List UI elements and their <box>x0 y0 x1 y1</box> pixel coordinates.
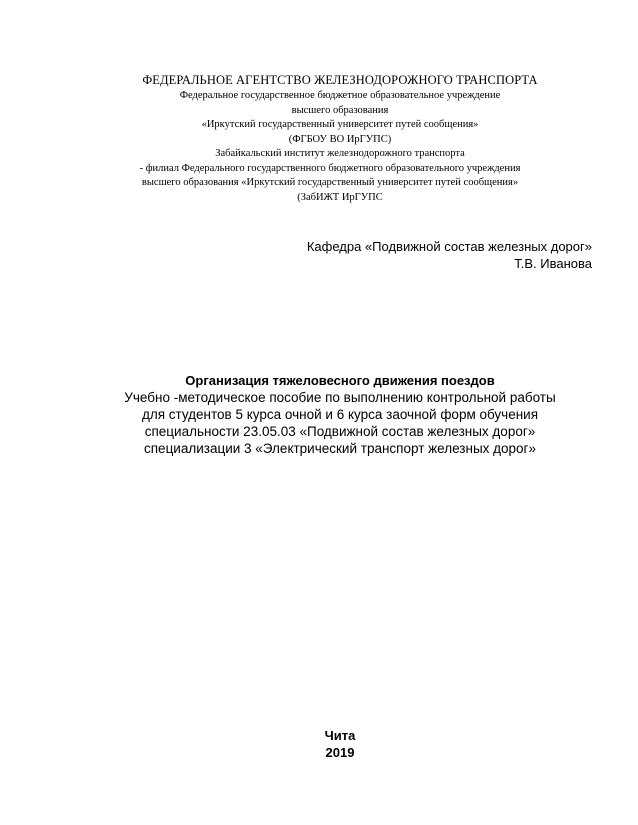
document-title: Организация тяжеловесного движения поездов <box>185 373 495 388</box>
department-name: Кафедра «Подвижной состав железных дорог» <box>306 239 592 254</box>
city: Чита <box>324 728 356 743</box>
department-block <box>307 238 592 272</box>
author-name: Т.В. Иванова <box>514 256 592 271</box>
header-line: Забайкальский институт железнодорожного транспорта <box>215 148 465 159</box>
institution-header <box>60 72 620 205</box>
header-line: - филиал Федерального государственного бюджетного образовательного учреждения <box>139 162 521 174</box>
description-line: Учебно -методическое пособие по выполнению контрольной работы <box>124 390 556 405</box>
description-line: для студентов 5 курса очной и 6 курса заочной форм обучения <box>141 407 539 422</box>
header-line: «Иркутский государственный университет путей сообщения» <box>201 119 479 130</box>
header-line: Федеральное государственное бюджетное образовательное учреждение <box>179 90 501 101</box>
header-line: высшего образования «Иркутский государственный университет путей сообщения» <box>141 177 519 188</box>
header-line: (ЗабИЖТ ИрГУПС <box>297 191 383 203</box>
description-line: специальности 23.05.03 «Подвижной состав железных дорог» <box>144 424 536 439</box>
header-line: высшего образования <box>291 104 389 116</box>
description-line: специализации 3 «Электрический транспорт железных дорог» <box>144 441 536 456</box>
agency-name: ФЕДЕРАЛЬНОЕ АГЕНТСТВО ЖЕЛЕЗНОДОРОЖНОГО ТРАНСПОРТА <box>142 73 538 87</box>
title-block <box>60 372 620 457</box>
header-line: (ФГБОУ ВО ИрГУПС) <box>288 133 392 145</box>
year: 2019 <box>325 745 355 760</box>
footer-block <box>0 727 638 761</box>
